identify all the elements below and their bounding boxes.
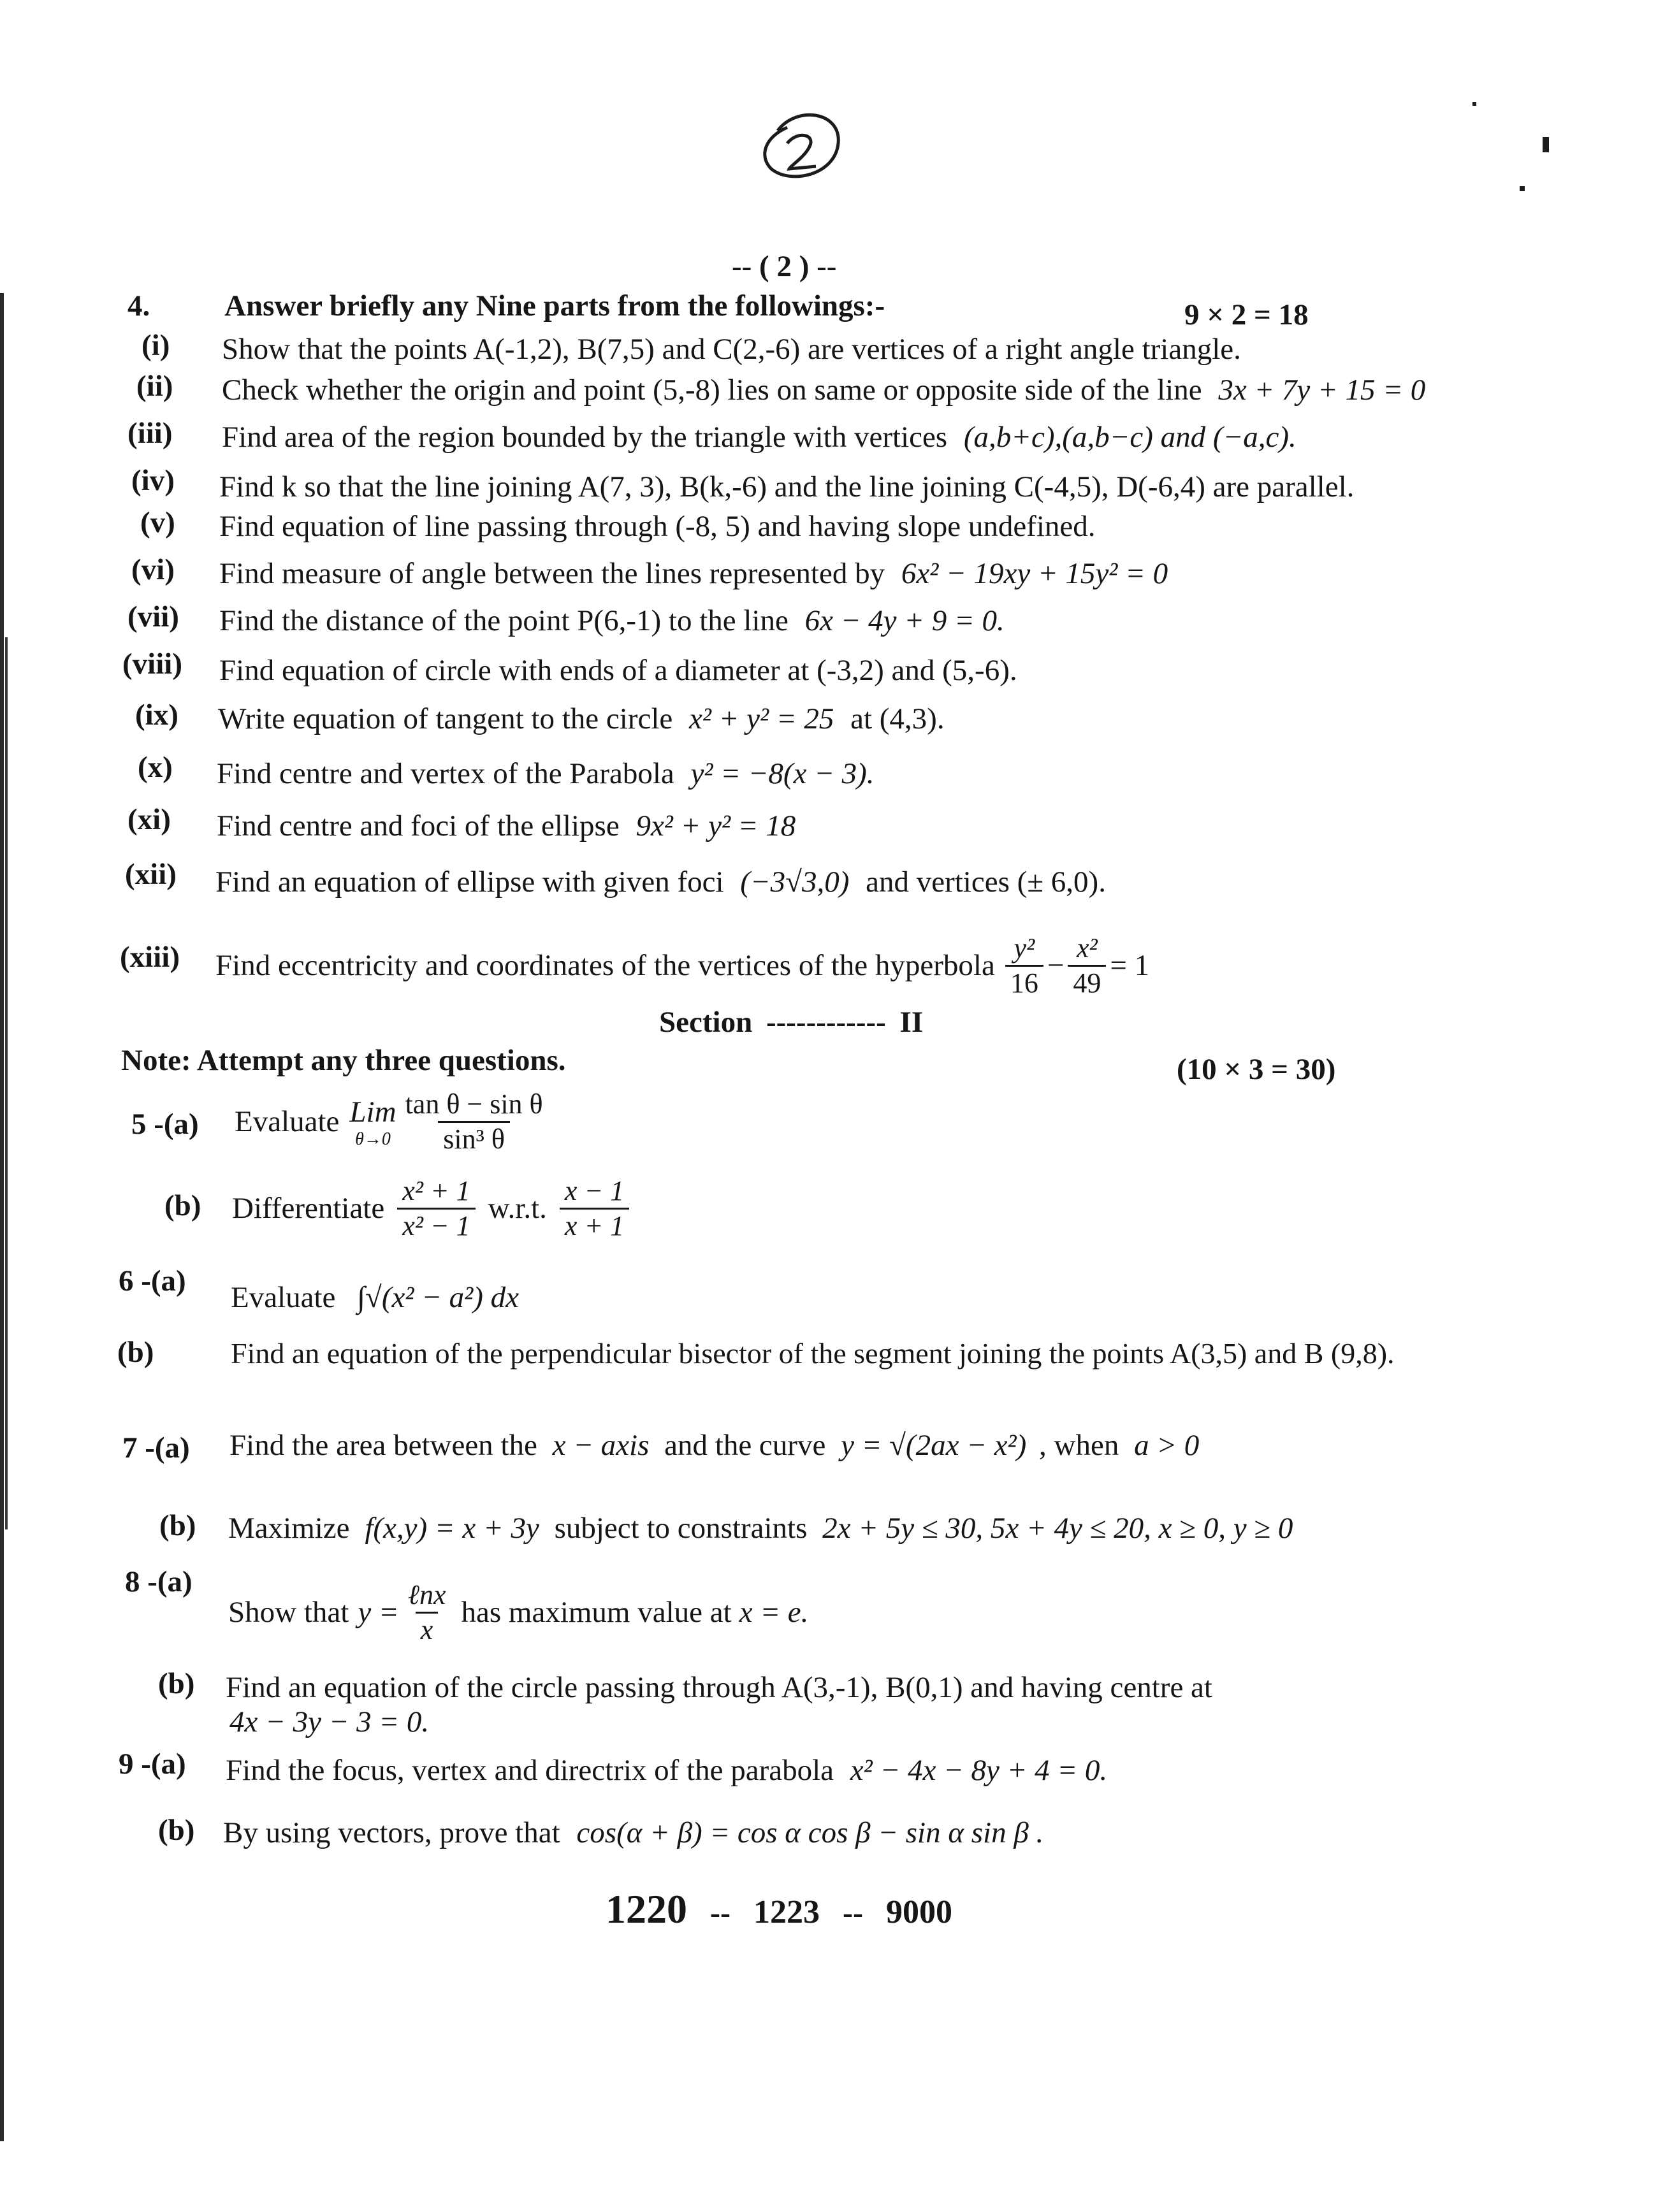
fraction-numerator: x − 1 (564, 1175, 625, 1206)
fraction-denominator: sin³ θ (438, 1121, 510, 1156)
question-prefix: Find the area between the (229, 1429, 537, 1462)
question-math: x = e. (739, 1596, 809, 1629)
part-math: 6x − 4y + 9 = 0. (804, 604, 1005, 637)
part-label: (xii) (125, 858, 177, 891)
question-math: x − axis (552, 1429, 650, 1462)
part-text (218, 701, 945, 737)
limit-expression (349, 1094, 396, 1149)
question-label: (b) (159, 1509, 196, 1542)
footer-code-2: 1223 (753, 1894, 820, 1930)
question-label: 5 -(a) (131, 1108, 199, 1141)
question-label: 7 -(a) (122, 1431, 190, 1464)
question-label: (b) (164, 1189, 201, 1222)
fraction-denominator: x² − 1 (397, 1208, 475, 1243)
q4-marks: 9 × 2 = 18 (1184, 298, 1309, 331)
scan-edge-mark (5, 637, 8, 1529)
limit-subscript: θ→0 (355, 1129, 391, 1149)
part-label: (ii) (136, 370, 173, 403)
fraction-numerator: y² (1014, 932, 1035, 964)
part-label: (vii) (127, 600, 179, 633)
equation-rhs: = 1 (1110, 949, 1150, 982)
question-math: cos(α + β) = cos α cos β − sin α sin β . (576, 1816, 1044, 1849)
part-text-prefix: Write equation of tangent to the circle (218, 702, 673, 735)
question-text (229, 1428, 1199, 1463)
question-math: f(x,y) = x + 3y (365, 1512, 539, 1545)
part-text-prefix: Find eccentricity and coordinates of the vertices of the hyperbola (215, 949, 995, 982)
part-math: x² + y² = 25 (689, 702, 834, 735)
fraction-numerator: ℓnx (407, 1579, 446, 1610)
fraction-x2plus1 (397, 1175, 475, 1243)
question-label: 6 -(a) (119, 1264, 186, 1298)
fraction-numerator: tan θ − sin θ (405, 1088, 543, 1120)
fraction-numerator: x² + 1 (402, 1175, 470, 1206)
question-prefix: Maximize (228, 1512, 350, 1545)
question-line2: 4x − 3y − 3 = 0. (229, 1705, 430, 1739)
question-label: (b) (158, 1814, 195, 1847)
footer-separator: -- (842, 1896, 863, 1930)
part-text (219, 603, 1005, 639)
scan-dot (1472, 102, 1476, 106)
part-text (217, 756, 875, 792)
question-math: ∫√(x² − a²) dx (357, 1281, 520, 1314)
question-prefix: Differentiate (232, 1192, 385, 1225)
part-label: (x) (138, 751, 173, 784)
question-prefix: Evaluate (235, 1105, 340, 1138)
question-text (223, 1815, 1043, 1851)
part-math: 3x + 7y + 15 = 0 (1218, 373, 1426, 407)
part-label: (iii) (127, 417, 173, 450)
question-label: (b) (158, 1667, 195, 1700)
note-text: Note: Attempt any three questions. (121, 1044, 566, 1077)
scan-dot (1520, 186, 1525, 191)
question-label: 9 -(a) (119, 1747, 186, 1781)
part-text-prefix: Find the distance of the point P(6,-1) to the line (219, 604, 789, 637)
fraction-denominator: x (416, 1612, 439, 1647)
scan-edge-mark (0, 293, 4, 2141)
part-text-tail: and vertices (± 6,0). (866, 865, 1106, 899)
part-text-prefix: Find area of the region bounded by the triangle with vertices (222, 421, 948, 454)
part-text: Show that the points A(-1,2), B(7,5) and C(2,-6) are vertices of a right angle triangle. (222, 333, 1241, 366)
question-tail: , when (1039, 1429, 1119, 1462)
part-math: (a,b+c),(a,b−c) and (−a,c). (963, 421, 1297, 454)
part-text: Find equation of line passing through (-8, 5) and having slope undefined. (219, 510, 1096, 543)
part-text (215, 864, 1106, 900)
question-mid-text: w.r.t. (488, 1192, 547, 1225)
question-text (231, 1280, 519, 1315)
question-text: Find an equation of the circle passing through A(3,-1), B(0,1) and having centre at (226, 1671, 1212, 1704)
part-label: (ix) (135, 698, 178, 732)
part-label: (xiii) (120, 941, 180, 974)
part-text: Find k so that the line joining A(7, 3), B(k,-6) and the line joining C(-4,5), D(-6,4) are parallel. (219, 470, 1355, 503)
part-label: (v) (140, 506, 175, 539)
section-dashes: ------------ (766, 1006, 886, 1039)
part-math: 9x² + y² = 18 (636, 809, 796, 842)
footer-separator: -- (710, 1896, 730, 1930)
question-math: a > 0 (1134, 1429, 1200, 1462)
fraction-numerator: x² (1077, 932, 1098, 964)
part-text (222, 372, 1425, 408)
question-lhs: y = (358, 1596, 399, 1629)
question-text (226, 1753, 1107, 1788)
question-text (228, 1568, 808, 1657)
part-text-prefix: Find centre and foci of the ellipse (217, 809, 620, 842)
fraction-x2-49 (1068, 932, 1106, 1000)
fraction-denominator: x + 1 (560, 1208, 629, 1243)
scan-dot (1543, 137, 1549, 152)
part-label: (iv) (131, 464, 175, 497)
footer-code-3: 9000 (885, 1894, 952, 1930)
part-text-prefix: Find measure of angle between the lines represented by (219, 557, 885, 590)
page-marker: -- ( 2 ) -- (732, 250, 837, 283)
fraction-denominator: 16 (1005, 965, 1043, 1000)
section-heading (659, 1004, 923, 1040)
question-mid-text: and the curve (664, 1429, 826, 1462)
question-prefix: Find the focus, vertex and directrix of the parabola (226, 1754, 834, 1787)
question-prefix: Show that (228, 1596, 349, 1629)
question-text (235, 1077, 552, 1166)
part-label: (xi) (127, 803, 171, 836)
question-mid-text: subject to constraints (554, 1512, 808, 1545)
question-label: 8 -(a) (125, 1565, 193, 1598)
q4-number: 4. (127, 289, 150, 322)
part-math: (−3√3,0) (740, 865, 850, 899)
fraction-xminus1 (560, 1175, 629, 1243)
question-prefix: By using vectors, prove that (223, 1816, 560, 1849)
note-marks: (10 × 3 = 30) (1177, 1053, 1336, 1086)
part-text-prefix: Find centre and vertex of the Parabola (217, 757, 674, 790)
part-text (217, 808, 796, 844)
part-math: y² = −8(x − 3). (690, 757, 875, 790)
question-text (228, 1510, 1293, 1546)
section-label: Section (659, 1006, 753, 1039)
part-text-tail: at (4,3). (850, 702, 945, 735)
part-label: (viii) (122, 647, 182, 681)
footer-code-1: 1220 (606, 1886, 687, 1932)
minus-sign: − (1047, 949, 1065, 982)
part-label: (i) (142, 329, 170, 362)
fraction-denominator: 49 (1068, 965, 1106, 1000)
fraction-y2-16 (1005, 932, 1043, 1000)
part-text: Find equation of circle with ends of a diameter at (-3,2) and (5,-6). (219, 654, 1017, 687)
question-math: y = √(2ax − x²) (841, 1429, 1027, 1462)
limit-word: Lim (349, 1095, 396, 1129)
part-text-prefix: Check whether the origin and point (5,-8) lies on same or opposite side of the line (222, 373, 1202, 407)
part-text (222, 419, 1297, 455)
section-numeral: II (899, 1006, 924, 1039)
part-text (219, 556, 1168, 591)
question-label: (b) (117, 1336, 154, 1369)
part-label: (vi) (131, 553, 175, 586)
question-text: Find an equation of the perpendicular bisector of the segment joining the points A(3,5) and B (9,8). (231, 1337, 1395, 1370)
q4-instruction: Answer briefly any Nine parts from the followings:- (224, 289, 885, 322)
part-text (215, 918, 1149, 1013)
question-math: 2x + 5y ≤ 30, 5x + 4y ≤ 20, x ≥ 0, y ≥ 0 (822, 1512, 1293, 1545)
handwritten-page-number-icon (752, 105, 848, 194)
fraction-lnx-x (403, 1579, 451, 1647)
question-prefix: Evaluate (231, 1281, 336, 1314)
footer-codes (606, 1884, 952, 1939)
question-text (232, 1164, 633, 1253)
part-text-prefix: Find an equation of ellipse with given foci (215, 865, 724, 899)
part-math: 6x² − 19xy + 15y² = 0 (901, 557, 1168, 590)
fraction-tan-sin (400, 1088, 548, 1156)
question-tail: has maximum value at (461, 1596, 732, 1629)
question-math: x² − 4x − 8y + 4 = 0. (850, 1754, 1108, 1787)
